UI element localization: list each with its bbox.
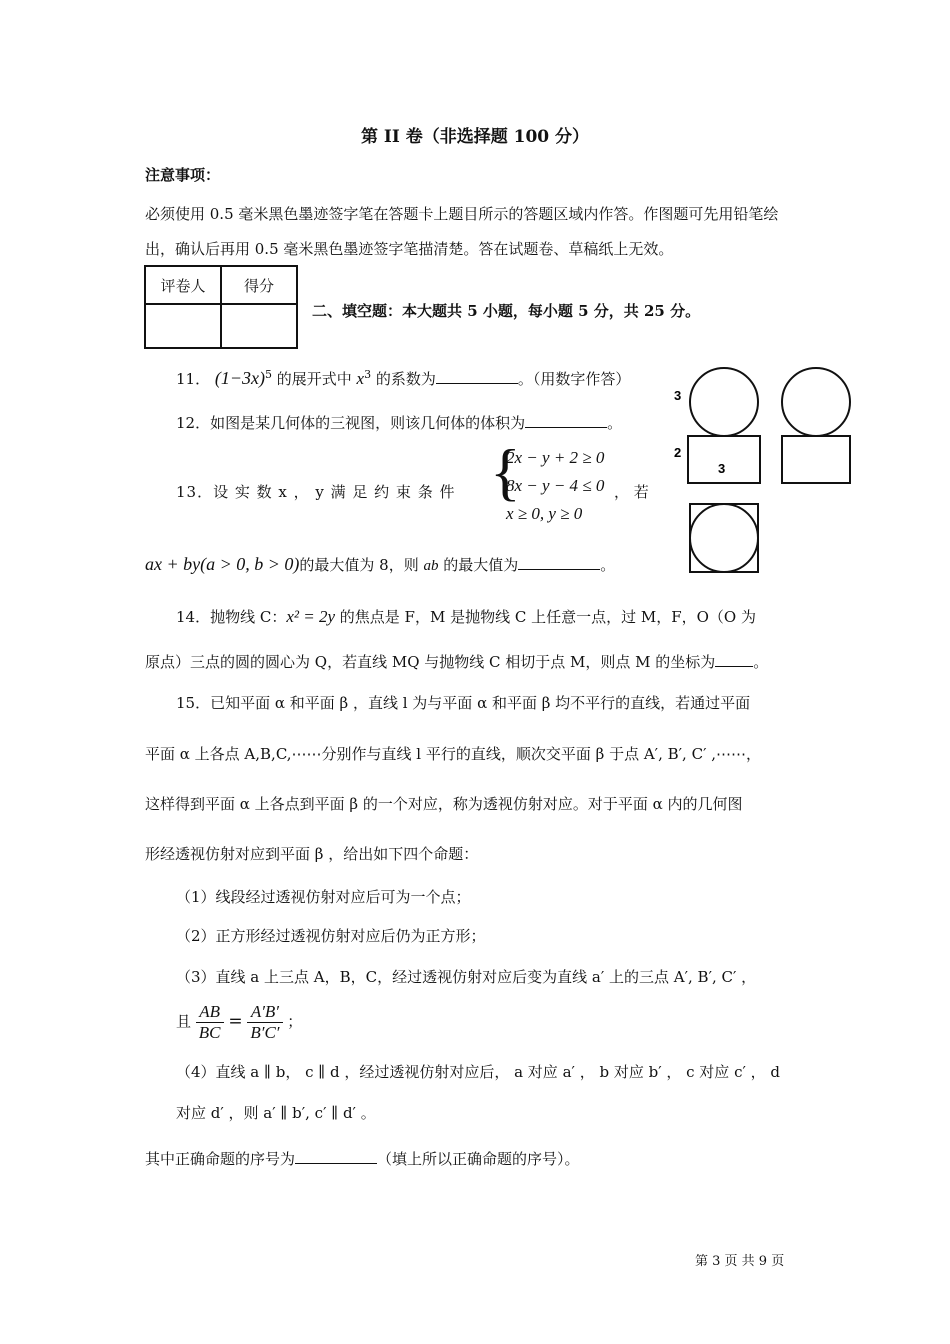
- q11-variable: x: [356, 369, 365, 388]
- q13-objective: ax + by(a > 0, b > 0): [145, 554, 300, 574]
- q15-line-2: 平面 α 上各点 A,B,C,⋯⋯分别作与直线 l 平行的直线，顺次交平面 β 于点 A′, B′, C′ ,⋯⋯，: [145, 745, 762, 763]
- q15-proposition-4-cont: 对应 d′ ，则 a′ ∥ b′, c′ ∥ d′ 。: [176, 1104, 376, 1122]
- q15-line-3: 这样得到平面 α 上各点到平面 β 的一个对应，称为透视仿射对应。对于平面 α 内的几何图: [145, 795, 743, 813]
- side-view-circle: [782, 368, 850, 436]
- ratio-a1b1: A′B′: [247, 1002, 282, 1023]
- notice-line-1: 必须使用 0.5 毫米黑色墨迹签字笔在答题卡上题目所示的答题区域内作答。作图题可先用铅笔绘: [145, 205, 779, 223]
- q15-proposition-4: （4）直线 a ∥ b， c ∥ d ，经过透视仿射对应后， a 对应 a′ ， b 对应 b′ ， c 对应 c′ ， d: [176, 1063, 781, 1081]
- q15-proposition-1: （1）线段经过透视仿射对应后可为一个点；: [176, 888, 471, 906]
- q12-text: 12．如图是某几何体的三视图，则该几何体的体积为: [176, 414, 526, 432]
- q15-line-4: 形经透视仿射对应到平面 β ，给出如下四个命题：: [145, 845, 479, 863]
- score-table: [144, 265, 298, 349]
- score-table-grader-cell: [145, 304, 221, 348]
- q13-constraint-1: 2x − y + 2 ≥ 0: [506, 448, 605, 467]
- q13-lead: 13．设 实 数 x ， y 满 足 约 束 条 件: [176, 483, 456, 501]
- front-view-circle: [690, 368, 758, 436]
- dimension-label-3-inner: 3: [718, 461, 726, 476]
- score-table-score-cell: [221, 304, 297, 348]
- q14-text-c: 原点）三点的圆的圆心为 Q，若直线 MQ 与抛物线 C 相切于点 M，则点 M 的坐标为: [145, 653, 716, 671]
- dimension-label-2: 2: [674, 445, 682, 460]
- q13-line2-text2: 的最大值为: [438, 556, 519, 574]
- part-heading: 二、填空题：本大题共 5 小题，每小题 5 分，共 25 分。: [312, 302, 701, 320]
- ratio-ab: AB: [196, 1002, 224, 1023]
- q13-line-2: [145, 554, 615, 575]
- q13-constraint-2: 8x − y − 4 ≤ 0: [506, 476, 605, 495]
- q15-proposition-3: （3）直线 a 上三点 A，B，C，经过透视仿射对应后变为直线 a′ 上的三点 A′, B′, C′ ，: [176, 968, 757, 986]
- q11-text-3: 。（用数字作答）: [517, 370, 631, 388]
- q13-line2-text: 的最大值为 8，则: [299, 556, 424, 574]
- q14-text-b: 的焦点是 F，M 是抛物线 C 上任意一点，过 M，F，O（O 为: [335, 608, 756, 626]
- q13-tail: ， 若: [614, 483, 649, 501]
- q14-text-a: 14．抛物线 C：: [176, 608, 287, 626]
- q15-answer-blank: [295, 1149, 377, 1164]
- q13-constraints: [506, 448, 604, 532]
- q14-line-2: [145, 651, 768, 672]
- q13-brace: {: [490, 436, 521, 507]
- notice-heading: 注意事项：: [145, 166, 221, 184]
- score-table-score-header: 得分: [221, 266, 297, 304]
- q14-line-1: [176, 606, 756, 627]
- ratio-bc: BC: [198, 1023, 221, 1042]
- q11-number: 11．: [176, 370, 211, 388]
- q14-end: 。: [753, 653, 769, 671]
- q13-end: 。: [600, 556, 616, 574]
- q15-line-1: 15．已知平面 α 和平面 β ，直线 l 为与平面 α 和平面 β 均不平行的直线，若通过平面: [176, 694, 751, 712]
- q13-ab: ab: [423, 558, 439, 574]
- q15-final-end: （填上所以正确命题的序号）。: [377, 1150, 580, 1168]
- q15-final: [145, 1148, 580, 1169]
- question-11: [176, 368, 630, 389]
- ratio-b1c1: B′C′: [250, 1023, 280, 1042]
- q11-expression: (1−3x): [214, 368, 265, 388]
- q15-p3b-lead: 且: [176, 1012, 192, 1031]
- score-table-grader-header: 评卷人: [145, 266, 221, 304]
- question-12: [176, 412, 622, 433]
- q11-text-1: 的展开式中: [272, 370, 357, 388]
- q11-answer-blank: [436, 369, 518, 384]
- q14-equation: x² = 2y: [286, 607, 336, 626]
- q15-proposition-3-ratio: [176, 1002, 302, 1043]
- page-footer: 第 3 页 共 9 页: [695, 1254, 785, 1269]
- q12-answer-blank: [525, 413, 607, 428]
- q15-final-text: 其中正确命题的序号为: [145, 1150, 296, 1168]
- q12-end: 。: [607, 414, 623, 432]
- top-view-circle: [690, 504, 758, 572]
- q11-text-2: 的系数为: [371, 370, 436, 388]
- ratio-a1b1-b1c1: [247, 1002, 282, 1043]
- dimension-label-3-top: 3: [674, 388, 682, 403]
- section-title: 第 II 卷（非选择题 100 分）: [360, 127, 590, 147]
- q15-p3b-end: ；: [287, 1012, 303, 1031]
- q13-answer-blank: [518, 555, 600, 570]
- ratio-ab-bc: [196, 1002, 224, 1043]
- q13-constraint-3: x ≥ 0, y ≥ 0: [506, 504, 583, 523]
- notice-line-2: 出，确认后再用 0.5 毫米黑色墨迹签字笔描清楚。答在试题卷、草稿纸上无效。: [145, 240, 674, 258]
- q11-var-exponent: 3: [364, 368, 372, 381]
- side-view-rect: [782, 436, 850, 483]
- ratio-equals: =: [228, 1011, 243, 1032]
- q11-exponent: 5: [265, 368, 272, 381]
- three-view-figure: [668, 365, 858, 580]
- q15-proposition-2: （2）正方形经过透视仿射对应后仍为正方形；: [176, 927, 486, 945]
- q14-answer-blank: [715, 652, 753, 667]
